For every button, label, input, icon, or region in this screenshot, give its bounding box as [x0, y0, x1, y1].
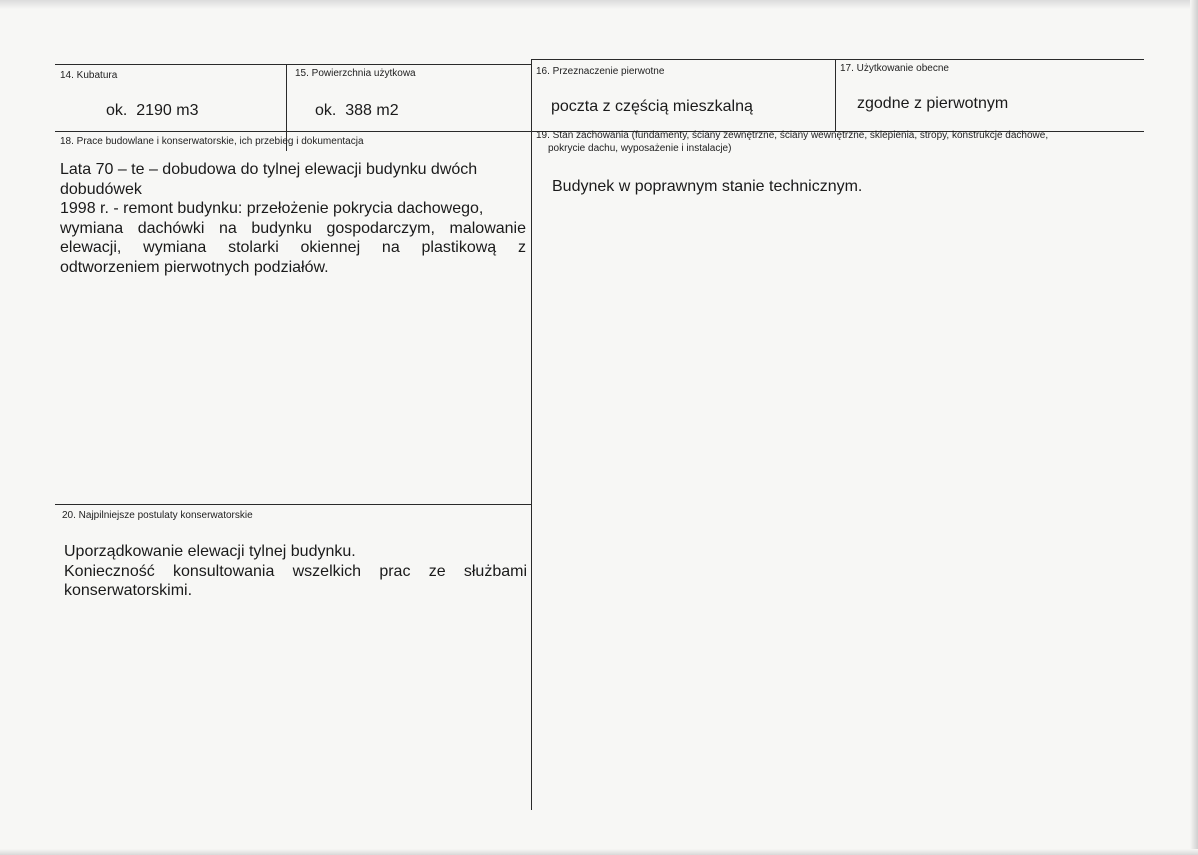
field-18-line: Lata 70 – te – dobudowa do tylnej elewacji budynku dwóch: [60, 161, 478, 178]
field-19-label-line1: 19. Stan zachowania (fundamenty, ściany zewnętrzne, ściany wewnętrzne, sklepienia, stropy, konstrukcje dachowe,: [536, 130, 1049, 141]
field-17-label: 17. Użytkowanie obecne: [840, 63, 949, 74]
field-18-text: [60, 160, 526, 277]
field-20-label: 20. Najpilniejsze postulaty konserwatorskie: [62, 510, 253, 521]
field-15-label: 15. Powierzchnia użytkowa: [295, 68, 416, 79]
field-18-line: odtworzeniem pierwotnych podziałów.: [60, 258, 329, 276]
field-18-line: wymiana dachówki na budynku gospodarczym, malowanie: [60, 219, 526, 237]
field-19-label-line2: pokrycie dachu, wyposażenie i instalacje): [548, 143, 732, 154]
field-20-line: konserwatorskimi.: [64, 582, 193, 599]
scan-edge-right: [1190, 0, 1198, 855]
field-19-value: Budynek w poprawnym stanie technicznym.: [552, 178, 863, 195]
field-18-line: elewacji, wymiana stolarki okiennej na plastikową z: [60, 239, 526, 256]
field-16-value: poczta z częścią mieszkalną: [551, 98, 753, 115]
field-20-text: [64, 542, 527, 601]
top-rule: [55, 64, 531, 65]
field-14-label: 14. Kubatura: [60, 70, 118, 81]
field-20-line: Konieczność konsultowania wszelkich prac ze służbami: [64, 562, 527, 580]
field-14-value: ok. 2190 m3: [106, 102, 199, 119]
field-18-line: dobudówek: [60, 180, 142, 198]
field20-top-rule: [55, 504, 531, 505]
top-rule-right: [531, 59, 1144, 60]
scan-edge-top: [0, 0, 1198, 9]
field-18-label: 18. Prace budowlane i konserwatorskie, ich przebieg i dokumentacja: [60, 136, 364, 147]
divider-main: [531, 59, 532, 810]
field-18-line: 1998 r. - remont budynku: przełożenie pokrycia dachowego,: [60, 200, 484, 217]
divider-16-17: [835, 59, 836, 131]
field-16-label: 16. Przeznaczenie pierwotne: [536, 66, 665, 77]
scan-edge-bottom: [0, 849, 1198, 855]
field-15-value: ok. 388 m2: [315, 102, 399, 119]
field-20-line: Uporządkowanie elewacji tylnej budynku.: [64, 543, 356, 560]
field-17-value: zgodne z pierwotnym: [857, 95, 1009, 112]
